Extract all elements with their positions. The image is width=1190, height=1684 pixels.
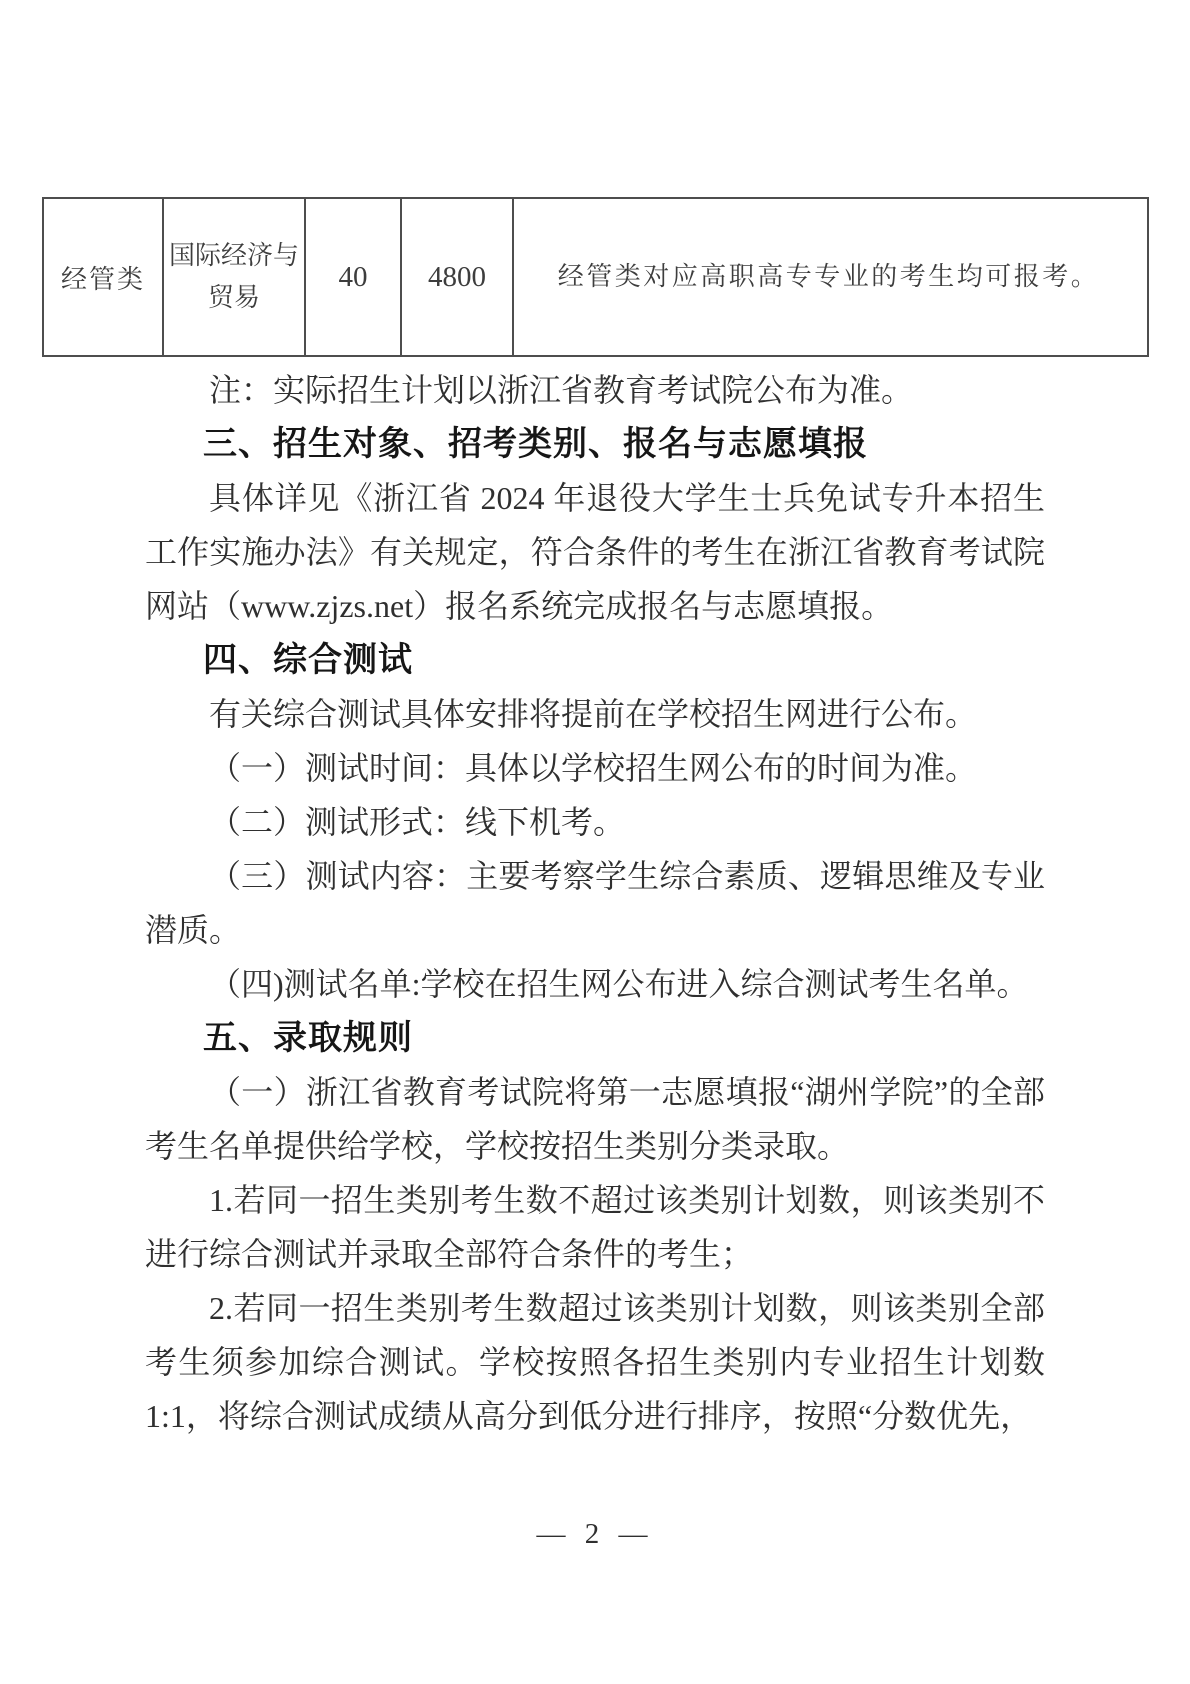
document-body bbox=[145, 363, 1045, 1443]
section-4-item-3: （三）测试内容：主要考察学生综合素质、逻辑思维及专业潜质。 bbox=[145, 858, 1045, 948]
cell-major: 国际经济与贸易 bbox=[163, 198, 305, 356]
section-5-subitem-1: 1.若同一招生类别考生数不超过该类别计划数，则该类别不进行综合测试并录取全部符合条件的考生； bbox=[145, 1182, 1045, 1272]
section-4-paragraph: 有关综合测试具体安排将提前在学校招生网进行公布。 bbox=[209, 696, 978, 732]
section-5-heading: 五、录取规则 bbox=[203, 1019, 413, 1057]
section-4-heading: 四、综合测试 bbox=[203, 641, 413, 679]
cell-plan-count: 40 bbox=[305, 198, 401, 356]
cell-category: 经管类 bbox=[43, 198, 163, 356]
admission-plan-table bbox=[42, 197, 1149, 357]
section-4-item-1: （一）测试时间：具体以学校招生网公布的时间为准。 bbox=[209, 750, 978, 786]
section-3-paragraph: 具体详见《浙江省 2024 年退役大学生士兵免试专升本招生工作实施办法》有关规定，符合条件的考生在浙江省教育考试院网站（www.zjzs.net）报名系统完成报名与志愿填报。 bbox=[145, 480, 1045, 624]
table-row bbox=[43, 198, 1148, 356]
cell-eligibility-note: 经管类对应高职高专专业的考生均可报考。 bbox=[513, 198, 1148, 356]
section-3-heading: 三、招生对象、招考类别、报名与志愿填报 bbox=[203, 425, 868, 463]
section-5-subitem-2: 2.若同一招生类别考生数超过该类别计划数，则该类别全部考生须参加综合测试。学校按照各招生类别内专业招生计划数1:1，将综合测试成绩从高分到低分进行排序，按照“分数优先， bbox=[145, 1290, 1045, 1434]
section-4-item-4: （四)测试名单:学校在招生网公布进入综合测试考生名单。 bbox=[209, 966, 1029, 1002]
page-number: — 2 — bbox=[536, 1518, 654, 1550]
section-5-item-1: （一）浙江省教育考试院将第一志愿填报“湖州学院”的全部考生名单提供给学校，学校按招生类别分类录取。 bbox=[145, 1074, 1045, 1164]
cell-tuition: 4800 bbox=[401, 198, 513, 356]
section-4-item-2: （二）测试形式：线下机考。 bbox=[209, 804, 626, 840]
table-note-line: 注：实际招生计划以浙江省教育考试院公布为准。 bbox=[209, 372, 914, 408]
